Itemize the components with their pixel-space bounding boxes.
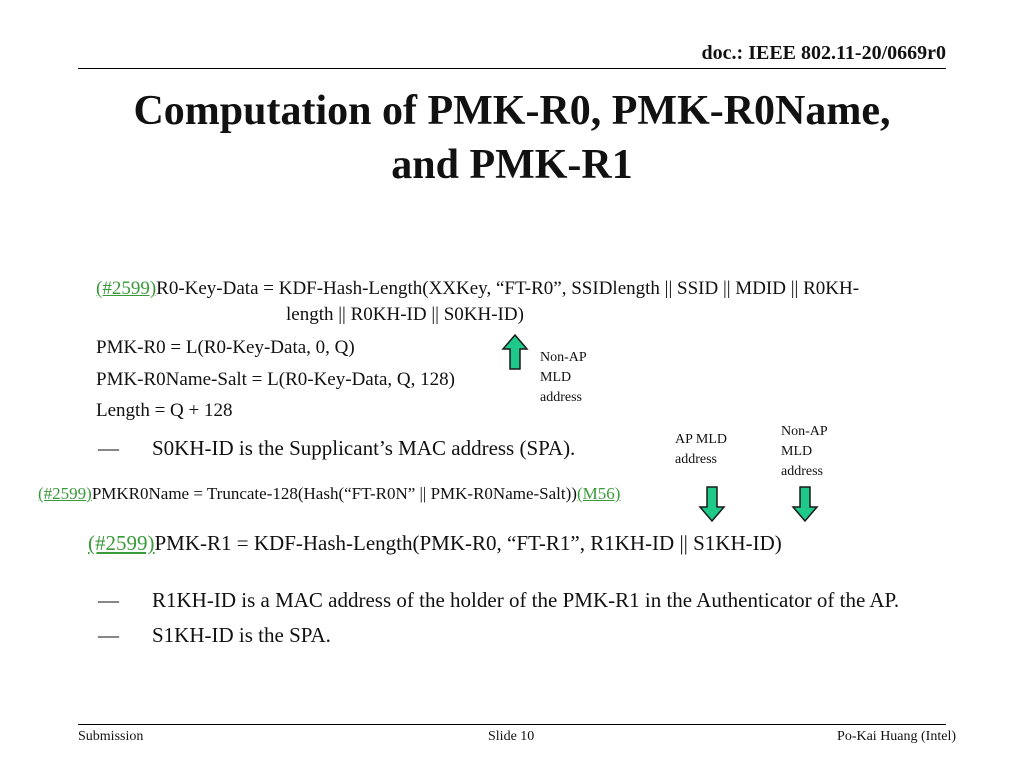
note-line: MLD (540, 370, 572, 385)
bullet-s1kh-id-text: S1KH-ID is the SPA. (152, 623, 331, 647)
note-line: Non-AP (781, 424, 828, 439)
ap-mld-address-note (675, 430, 727, 470)
bullet-dash: — (98, 623, 119, 647)
slide-title-line-1: Computation of PMK-R0, PMK-R0Name, (133, 88, 891, 134)
down-arrow-icon (699, 486, 725, 522)
footer-author: Po-Kai Huang (Intel) (837, 729, 956, 744)
bullet-r1kh-id (98, 588, 899, 613)
footer-slide-number: Slide 10 (488, 729, 535, 744)
header-rule (78, 68, 946, 69)
bullet-r1kh-id-text: R1KH-ID is a MAC address of the holder of the PMK-R1 in the Authenticator of the AP. (152, 588, 900, 612)
document-id: doc.: IEEE 802.11-20/0669r0 (701, 42, 946, 64)
note-line: address (675, 452, 717, 467)
bullet-s0kh-id (98, 436, 575, 461)
bullet-dash: — (98, 588, 119, 612)
length-equation: Length = Q + 128 (96, 400, 233, 421)
slide-title-line-2: and PMK-R1 (391, 142, 633, 188)
note-line: AP MLD (675, 432, 727, 447)
pmk-r1-equation (88, 531, 782, 556)
pmkr0name-equation (38, 484, 620, 504)
slide-title (60, 84, 964, 192)
change-tag: (#2599) (38, 484, 92, 503)
bullet-s1kh-id (98, 623, 331, 648)
pmk-r0-equation: PMK-R0 = L(R0-Key-Data, 0, Q) (96, 337, 355, 358)
up-arrow-icon (502, 334, 528, 370)
note-line: address (781, 464, 823, 479)
r0-key-data-text: R0-Key-Data = KDF-Hash-Length(XXKey, “FT-R0”, SSIDlength || SSID || MDID || R0KH- (156, 278, 860, 299)
non-ap-mld-address-note (540, 348, 587, 408)
note-line: Non-AP (540, 350, 587, 365)
change-tag: (#2599) (88, 531, 155, 555)
pmkr0name-text: PMKR0Name = Truncate-128(Hash(“FT-R0N” || PMK-R0Name-Salt)) (91, 484, 577, 503)
bullet-s0kh-id-text: S0KH-ID is the Supplicant’s MAC address (SPA). (152, 436, 576, 460)
note-line: address (540, 390, 582, 405)
pmk-r0name-salt-equation: PMK-R0Name-Salt = L(R0-Key-Data, Q, 128) (96, 369, 455, 390)
down-arrow-icon (792, 486, 818, 522)
footer-submission: Submission (78, 729, 144, 744)
non-ap-mld-address-note (781, 422, 828, 482)
r0-key-data-continuation: length || R0KH-ID || S0KH-ID) (286, 304, 524, 325)
bullet-dash: — (98, 436, 119, 460)
r0-key-data-equation (96, 278, 859, 300)
change-tag: (#2599) (96, 278, 157, 299)
pmk-r1-text: PMK-R1 = KDF-Hash-Length(PMK-R0, “FT-R1”, R1KH-ID || S1KH-ID) (154, 531, 782, 555)
reference-link[interactable]: (M56) (576, 484, 621, 503)
note-line: MLD (781, 444, 813, 459)
footer-rule (78, 724, 946, 725)
